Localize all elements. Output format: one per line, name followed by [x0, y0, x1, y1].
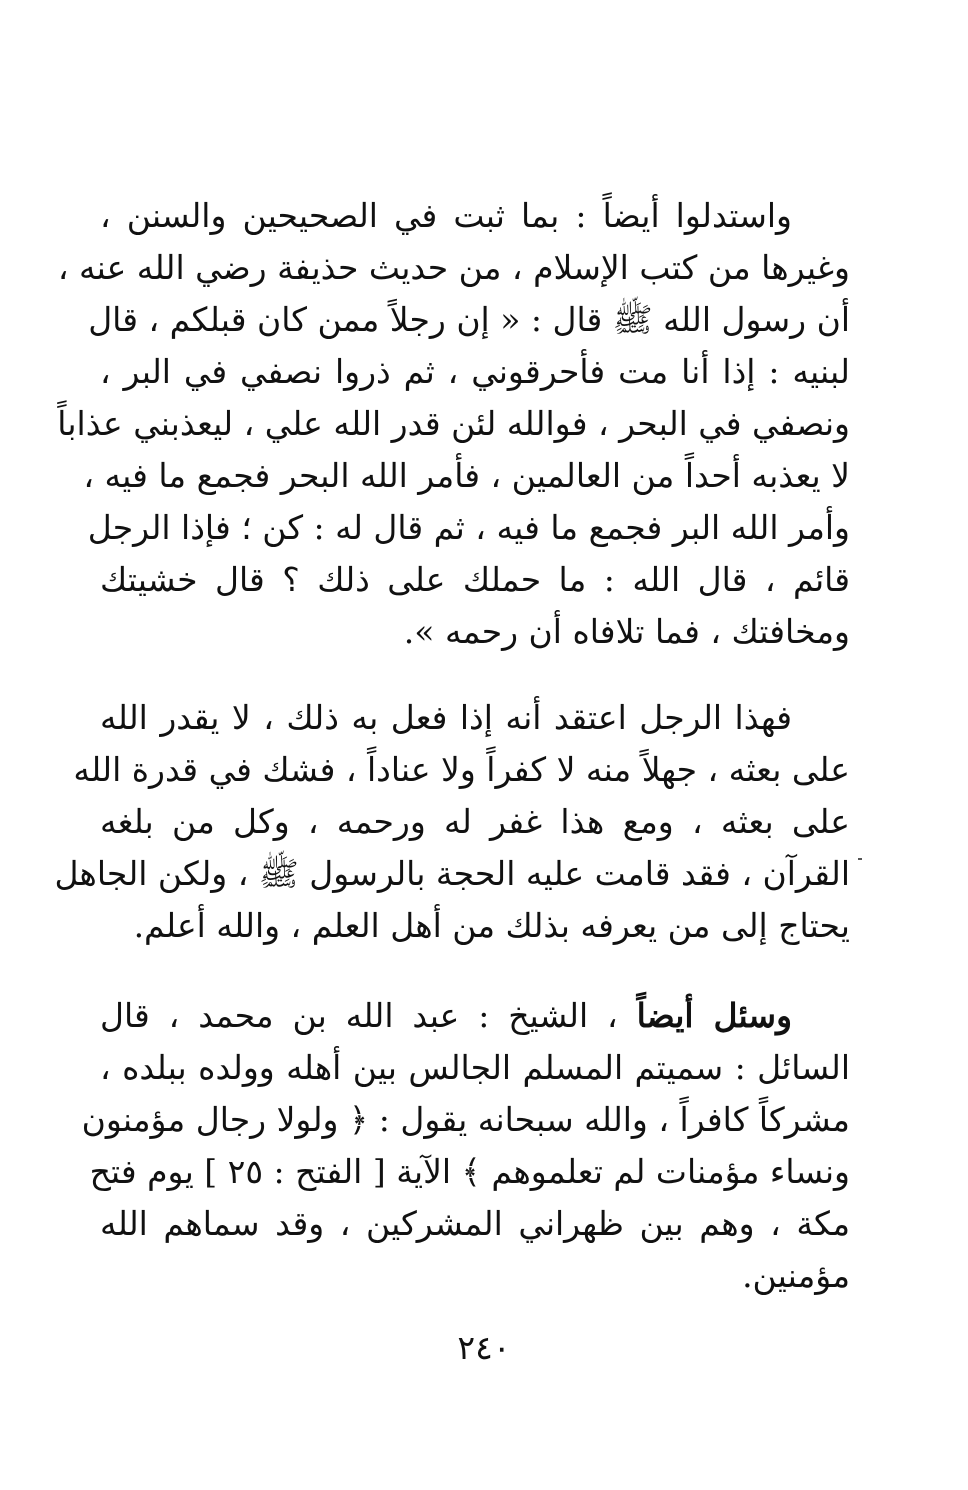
text-line: على بعثه ، ومع هذا غفر له ورحمه ، وكل من بلغه: [100, 802, 850, 841]
text-line-rest: ، الشيخ : عبد الله بن محمد ، قال: [100, 996, 618, 1035]
margin-mark: [858, 858, 862, 860]
text-line: السائل : سميتم المسلم الجالس بين أهله وولده ببلده ،: [100, 1048, 850, 1087]
text-line: ومخافتك ، فما تلافاه أن رحمه ».: [403, 612, 850, 651]
paragraph-3: [81, 990, 850, 1302]
text-line: واستدلوا أيضاً : بما ثبت في الصحيحين والسنن ،: [100, 196, 792, 235]
text-line: القرآن ، فقد قامت عليه الحجة بالرسول ﷺ ، ولكن الجاهل: [54, 854, 850, 893]
text-line: ونساء مؤمنات لم تعلموهم ﴾ الآية [ الفتح : ٢٥ ] يوم فتح: [89, 1152, 850, 1191]
paragraph-1: [57, 190, 850, 658]
page-number: ٢٤٠: [457, 1328, 511, 1367]
text-line: أن رسول الله ﷺ قال : « إن رجلاً ممن كان قبلكم ، قال: [88, 300, 850, 339]
text-line: مكة ، وهم بين ظهراني المشركين ، وقد سماهم الله: [100, 1204, 850, 1243]
text-line: يحتاج إلى من يعرفه بذلك من أهل العلم ، والله أعلم.: [133, 906, 850, 945]
bold-heading-phrase: وسئل أيضاً: [636, 996, 792, 1035]
text-line: وأمر الله البر فجمع ما فيه ، ثم قال له : كن ؛ فإذا الرجل: [87, 508, 850, 547]
text-line: مؤمنين.: [742, 1256, 850, 1295]
text-line: [100, 990, 850, 1042]
text-line: ونصفي في البحر ، فوالله لئن قدر الله علي ، ليعذبني عذاباً: [57, 404, 850, 443]
text-line: على بعثه ، جهلاً منه لا كفراً ولا عناداً ، فشك في قدرة الله: [73, 750, 850, 789]
text-line: لبنيه : إذا أنا مت فأحرقوني ، ثم ذروا نصفي في البر ،: [100, 352, 850, 391]
text-line: وغيرها من كتب الإسلام ، من حديث حذيفة رضي الله عنه ،: [57, 248, 850, 287]
text-line: لا يعذبه أحداً من العالمين ، فأمر الله البحر فجمع ما فيه ،: [83, 456, 850, 495]
text-line: مشركاً كافراً ، والله سبحانه يقول : ﴿ ولولا رجال مؤمنون: [81, 1100, 850, 1139]
text-line: قائم ، قال الله : ما حملك على ذلك ؟ قال خشيتك: [100, 560, 850, 599]
text-line: فهذا الرجل اعتقد أنه إذا فعل به ذلك ، لا يقدر الله: [100, 698, 792, 737]
paragraph-2: [54, 692, 850, 952]
